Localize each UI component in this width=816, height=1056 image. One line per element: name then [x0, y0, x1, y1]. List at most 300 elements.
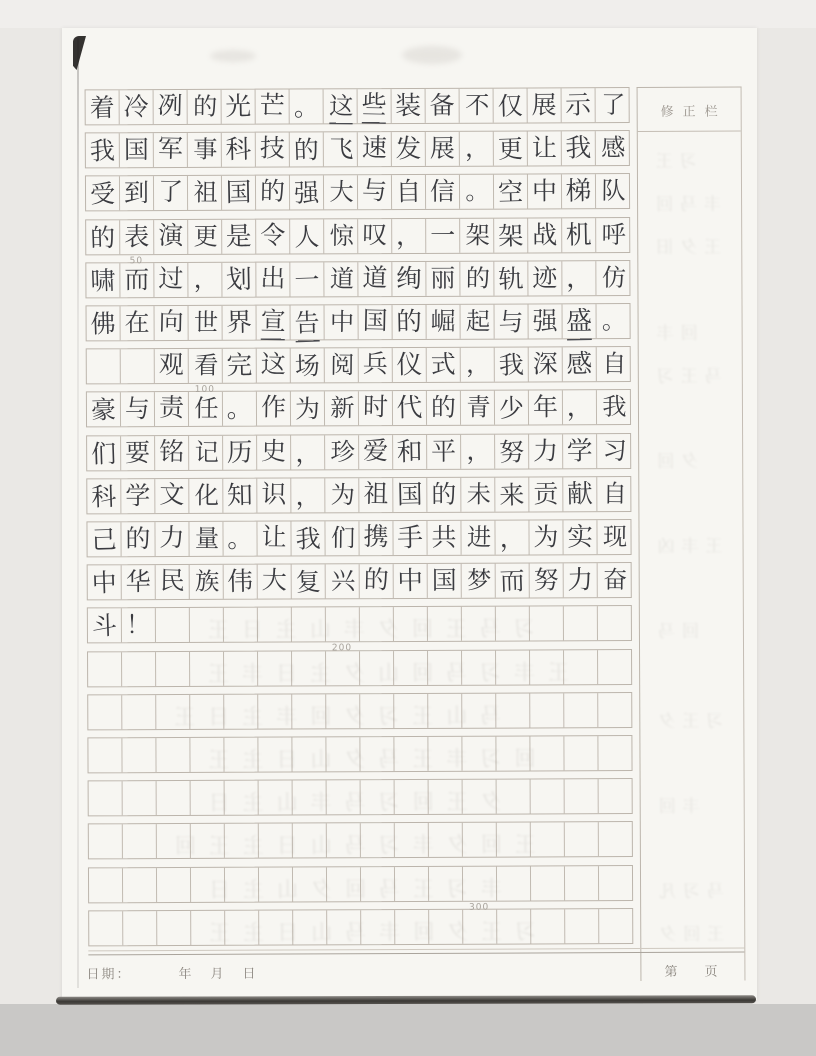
handwritten-character: 梦: [466, 566, 492, 595]
grid-cell: [157, 868, 191, 902]
handwritten-character: 们: [330, 523, 356, 553]
grid-cell: [358, 219, 392, 253]
handwritten-character: 我: [498, 350, 525, 381]
handwritten-character: 强: [293, 178, 320, 209]
grid-cell: [460, 132, 494, 166]
grid-cell: [189, 435, 223, 469]
handwritten-character: 少: [498, 393, 525, 424]
handwritten-character: 光: [224, 91, 252, 122]
handwritten-character: 中: [329, 307, 355, 337]
grid-cell: [89, 911, 123, 945]
grid-cell: [291, 435, 325, 469]
handwritten-character: ，: [499, 523, 526, 553]
grid-cell: [392, 89, 426, 123]
bleedthrough-ghost-text: 夕王回习马丰山主日: [195, 789, 502, 816]
handwritten-character: 战: [532, 219, 558, 250]
handwritten-character: 丽: [430, 263, 456, 293]
handwritten-character: 华: [125, 567, 151, 597]
handwritten-character: 我: [565, 132, 592, 164]
grid-cell: [325, 521, 359, 555]
handwritten-character: 力: [567, 564, 594, 596]
grid-cell: [393, 305, 427, 339]
handwritten-character: 历: [226, 436, 253, 468]
handwritten-character: 展: [429, 133, 455, 164]
handwritten-character: 梯: [565, 175, 592, 207]
handwritten-character: 出: [260, 263, 286, 293]
bleedthrough-ghost-text: 回丰: [649, 323, 698, 344]
grid-row: [86, 389, 631, 427]
bleedthrough-ghost-text: 王回夕丰习马山日主王回: [161, 832, 536, 859]
handwritten-character: ，: [294, 480, 321, 511]
grid-cell: [358, 132, 392, 166]
grid-cell: [123, 868, 157, 902]
handwritten-character: 手: [396, 522, 424, 553]
grid-cell: [596, 261, 629, 295]
grid-cell: [291, 305, 325, 339]
paper-page: [62, 28, 757, 1000]
handwritten-character: 作: [260, 392, 287, 423]
grid-cell: [257, 522, 291, 556]
handwritten-character: 。: [226, 393, 253, 424]
handwritten-character: 更: [497, 134, 524, 165]
grid-cell: [290, 89, 324, 123]
handwritten-character: 装: [394, 90, 422, 121]
handwritten-character: 崛: [430, 306, 456, 336]
grid-cell: [495, 304, 529, 338]
grid-cell: [597, 347, 630, 381]
page-number-suffix-label: 页: [704, 963, 720, 979]
handwritten-character: ！: [125, 610, 151, 640]
handwritten-character: 宣: [260, 304, 286, 338]
handwritten-character: 。: [465, 177, 490, 206]
grid-cell: [290, 133, 324, 167]
handwritten-character: 己: [91, 524, 118, 555]
handwritten-character: 惊: [329, 221, 354, 250]
grid-cell: [460, 261, 494, 295]
grid-cell: [426, 262, 460, 296]
handwritten-character: 世: [193, 308, 219, 337]
grid-cell: [189, 349, 223, 383]
grid-cell: [89, 825, 123, 859]
grid-cell: [563, 434, 597, 468]
grid-cell: [392, 132, 426, 166]
handwritten-character: 冷: [123, 92, 149, 122]
handwritten-character: 这: [329, 90, 354, 123]
handwritten-character: 了: [600, 90, 626, 119]
bleedthrough-ghost-text: 丰回: [651, 796, 700, 817]
handwritten-character: 中: [91, 568, 118, 598]
grid-cell: [529, 348, 563, 382]
bleedthrough-ghost-text: 习王: [648, 151, 697, 172]
handwritten-character: ，: [465, 134, 490, 163]
handwritten-character: 演: [157, 220, 184, 250]
grid-cell: [325, 435, 359, 469]
handwritten-character: 飞: [329, 134, 354, 164]
handwritten-character: 式: [430, 349, 456, 380]
handwritten-character: 责: [158, 393, 185, 423]
grid-cell: [325, 348, 359, 382]
handwritten-character: 在: [124, 308, 150, 338]
grid-cell: [565, 866, 599, 900]
grid-cell: [222, 219, 256, 253]
grid-cell: [155, 306, 189, 340]
grid-cell: [86, 263, 120, 297]
handwritten-character: 民: [159, 565, 186, 596]
count-marker-50: 50: [129, 255, 144, 266]
handwritten-character: 划: [225, 263, 253, 295]
grid-cell: [223, 306, 257, 340]
grid-row: [85, 260, 630, 298]
grid-cell: [188, 219, 222, 253]
handwritten-character: 示: [564, 89, 592, 120]
handwritten-character: 科: [225, 134, 252, 165]
grid-cell: [358, 175, 392, 209]
grid-cell: [428, 564, 462, 598]
handwritten-character: 携: [363, 521, 389, 552]
grid-cell: [562, 218, 596, 252]
correction-column-divider: [638, 131, 741, 132]
grid-cell: [426, 175, 460, 209]
page-number-prefix-label: 第: [664, 963, 680, 979]
grid-cell: [292, 565, 326, 599]
grid-cell: [190, 565, 224, 599]
grid-cell: [599, 866, 632, 900]
bleedthrough-ghost-text: 习王夕: [651, 711, 724, 732]
handwritten-character: 们: [90, 438, 117, 469]
grid-cell: [257, 306, 291, 340]
handwritten-character: 的: [89, 222, 116, 253]
handwritten-character: 族: [194, 567, 220, 596]
grid-cell: [563, 391, 597, 425]
bleedthrough-ghost-text: 丰习王马回夕山主日: [196, 876, 503, 902]
handwritten-character: 机: [565, 219, 592, 250]
bleedthrough-ghost-text: 马习凡: [652, 881, 725, 902]
handwritten-character: 的: [395, 306, 423, 337]
handwritten-character: ，: [193, 265, 219, 294]
grid-cell: [393, 348, 427, 382]
grid-cell: [359, 478, 393, 512]
grid-cell: [427, 521, 461, 555]
grid-cell: [154, 220, 188, 254]
grid-cell: [257, 392, 291, 426]
grid-cell: [564, 693, 598, 727]
grid-cell: [121, 522, 155, 556]
grid-cell: [120, 220, 154, 254]
grid-cell: [528, 175, 562, 209]
grid-cell: [565, 779, 599, 813]
grid-cell: [597, 520, 630, 554]
grid-cell: [325, 305, 359, 339]
handwritten-character: 我: [295, 524, 322, 554]
grid-cell: [598, 563, 631, 597]
handwritten-character: 未: [466, 479, 492, 509]
grid-cell: [87, 349, 121, 383]
grid-row: [85, 130, 630, 168]
handwritten-character: 努: [533, 565, 559, 595]
grid-cell: [359, 391, 393, 425]
grid-cell: [256, 262, 290, 296]
grid-cell: [326, 564, 360, 598]
grid-cell: [157, 911, 191, 945]
handwritten-character: 文: [159, 479, 185, 510]
handwritten-character: 呼: [601, 220, 626, 249]
handwritten-character: 科: [90, 481, 117, 512]
handwritten-character: 和: [396, 435, 423, 467]
grid-cell: [122, 738, 156, 772]
grid-cell: [156, 738, 190, 772]
grid-cell: [87, 393, 121, 427]
grid-cell: [494, 132, 528, 166]
handwritten-character: 啸: [89, 265, 116, 296]
handwritten-character: 任: [194, 394, 219, 423]
handwritten-character: 习: [602, 436, 627, 465]
handwritten-character: 伟: [227, 566, 254, 597]
handwritten-character: 为: [533, 522, 559, 552]
handwritten-character: 为: [294, 394, 321, 425]
grid-cell: [324, 262, 358, 296]
grid-cell: [528, 218, 562, 252]
grid-cell: [324, 89, 358, 123]
handwritten-character: 的: [259, 176, 286, 207]
handwritten-character: ，: [565, 262, 593, 293]
grid-cell: [564, 736, 598, 770]
grid-cell: [291, 349, 325, 383]
grid-cell: [290, 219, 324, 253]
grid-cell: [121, 479, 155, 513]
handwritten-character: 信: [429, 177, 456, 207]
grid-cell: [157, 781, 191, 815]
page-bottom-edge-shadow: [56, 995, 756, 1004]
handwritten-character: 道: [329, 264, 355, 293]
grid-cell: [86, 220, 120, 254]
handwritten-character: 要: [125, 437, 151, 467]
grid-cell: [599, 822, 632, 856]
bleedthrough-ghost-text: 丰马回: [649, 194, 722, 215]
grid-cell: [565, 823, 599, 857]
grid-cell: [530, 564, 564, 598]
grid-row: [85, 87, 630, 125]
handwritten-character: 让: [261, 522, 287, 552]
day-label: 日: [242, 965, 258, 981]
bleedthrough-ghost-text: 王夕旧: [649, 237, 722, 258]
handwritten-character: 祖: [193, 178, 218, 207]
grid-cell: [427, 391, 461, 425]
grid-cell: [495, 434, 529, 468]
grid-cell: [121, 436, 155, 470]
grid-cell: [223, 522, 257, 556]
year-label: 年: [178, 965, 194, 982]
composition-sheet: [60, 26, 759, 1001]
handwritten-character: 队: [601, 176, 626, 206]
grid-cell: [122, 695, 156, 729]
handwritten-character: 界: [225, 307, 253, 338]
grid-cell: [393, 478, 427, 512]
grid-cell: [494, 218, 528, 252]
grid-cell: [121, 306, 155, 340]
handwritten-character: 到: [123, 178, 150, 208]
grid-cell: [89, 868, 123, 902]
bleedthrough-ghost-text: 习王夕回丰马山日主王: [196, 919, 537, 945]
grid-cell: [529, 477, 563, 511]
handwritten-character: 备: [429, 90, 455, 120]
grid-cell: [120, 133, 154, 167]
grid-cell: [89, 781, 123, 815]
handwritten-character: 着: [89, 92, 116, 123]
count-marker-300: 300: [469, 902, 490, 913]
grid-cell: [596, 131, 629, 165]
handwritten-character: 与: [124, 394, 151, 424]
grid-cell: [188, 133, 222, 167]
grid-cell: [121, 349, 155, 383]
handwritten-character: 道: [362, 262, 388, 293]
grid-cell: [598, 650, 631, 684]
handwritten-character: 。: [293, 92, 320, 122]
handwritten-character: 不: [464, 91, 490, 120]
handwritten-character: ，: [294, 437, 321, 468]
grid-cell: [88, 652, 122, 686]
handwritten-character: 斗: [91, 611, 118, 642]
handwritten-character: 更: [193, 221, 218, 251]
grid-cell: [120, 90, 154, 124]
grid-cell: [324, 132, 358, 166]
grid-cell: [189, 522, 223, 556]
handwritten-character: 空: [497, 177, 524, 208]
handwritten-character: 的: [431, 479, 457, 509]
handwritten-character: 青: [466, 393, 491, 422]
bleedthrough-ghost-text: 马山王习夕回丰主日王: [161, 703, 502, 729]
grid-cell: [256, 176, 290, 210]
bleedthrough-ghost-text: 回马: [650, 621, 699, 642]
count-marker-200: 200: [331, 643, 353, 654]
handwritten-character: 新: [330, 394, 355, 423]
grid-cell: [360, 564, 394, 598]
handwritten-character: 盛: [566, 303, 592, 339]
grid-cell: [188, 176, 222, 210]
grid-cell: [86, 90, 120, 124]
grid-row: [86, 346, 631, 384]
handwritten-character: ，: [466, 436, 491, 466]
grid-cell: [460, 89, 494, 123]
grid-cell: [291, 521, 325, 555]
grid-cell: [427, 305, 461, 339]
handwritten-character: 奋: [602, 565, 628, 595]
grid-cell: [222, 133, 256, 167]
handwritten-character: 事: [193, 135, 218, 164]
handwritten-character: 是: [225, 220, 252, 252]
handwritten-character: 中: [397, 565, 424, 596]
grid-cell: [565, 909, 599, 943]
grid-cell: [529, 304, 563, 338]
handwritten-character: 观: [158, 349, 185, 380]
grid-cell: [123, 911, 157, 945]
grid-cell: [223, 349, 257, 383]
grid-cell: [597, 477, 630, 511]
date-label: 日期：: [86, 966, 132, 982]
grid-cell: [88, 738, 122, 772]
handwritten-character: 献: [566, 478, 594, 509]
grid-cell: [599, 779, 632, 813]
grid-cell: [256, 219, 290, 253]
handwritten-character: 国: [123, 135, 149, 165]
grid-cell: [324, 219, 358, 253]
grid-cell: [188, 263, 222, 297]
grid-cell: [563, 347, 597, 381]
grid-cell: [495, 520, 529, 554]
grid-cell: [461, 521, 495, 555]
grid-cell: [155, 522, 189, 556]
grid-cell: [427, 434, 461, 468]
grid-cell: [426, 132, 460, 166]
month-label: 月: [210, 965, 226, 981]
grid-cell: [120, 263, 154, 297]
handwritten-character: ，: [466, 350, 491, 379]
handwritten-character: 祖: [363, 478, 389, 509]
grid-cell: [188, 90, 222, 124]
grid-cell: [122, 565, 156, 599]
handwritten-character: 技: [259, 133, 286, 164]
grid-cell: [598, 606, 631, 640]
grid-cell: [359, 521, 393, 555]
grid-cell: [563, 520, 597, 554]
grid-cell: [155, 349, 189, 383]
handwritten-character: 平: [431, 436, 457, 466]
grid-cell: [87, 479, 121, 513]
handwritten-character: 阅: [330, 350, 355, 380]
handwritten-character: 时: [362, 392, 389, 422]
grid-cell: [189, 306, 223, 340]
grid-cell: [88, 695, 122, 729]
grid-cell: [358, 89, 392, 123]
grid-cell: [530, 693, 564, 727]
grid-cell: [155, 479, 189, 513]
grid-cell: [494, 261, 528, 295]
handwritten-character: 而: [124, 264, 150, 295]
handwritten-character: 兴: [330, 566, 356, 596]
grid-cell: [529, 391, 563, 425]
handwritten-character: 国: [396, 479, 424, 510]
grid-cell: [495, 348, 529, 382]
handwritten-character: 史: [260, 435, 287, 466]
handwritten-character: 兵: [362, 349, 389, 379]
grid-cell: [461, 348, 495, 382]
handwritten-character: 叹: [361, 219, 388, 249]
grid-cell: [223, 435, 257, 469]
grid-cell: [597, 304, 630, 338]
grid-cell: [563, 477, 597, 511]
handwritten-character: 的: [293, 135, 320, 166]
handwritten-character: 架: [465, 220, 490, 250]
grid-cell: [359, 348, 393, 382]
handwritten-character: 仪: [396, 349, 423, 380]
handwritten-character: 现: [602, 522, 628, 551]
grid-cell: [460, 175, 494, 209]
grid-cell: [154, 176, 188, 210]
handwritten-character: 发: [395, 133, 422, 164]
grid-cell: [325, 478, 359, 512]
handwritten-character: 迹: [532, 263, 558, 293]
handwritten-character: 表: [124, 221, 150, 251]
grid-cell: [358, 262, 392, 296]
handwritten-character: 国: [431, 565, 457, 596]
grid-row: [86, 476, 631, 514]
grid-cell: [562, 175, 596, 209]
handwritten-character: 仿: [601, 263, 627, 292]
grid-cell: [598, 736, 631, 770]
handwritten-character: 记: [194, 437, 219, 467]
grid-cell: [291, 478, 325, 512]
handwritten-character: 起: [465, 307, 491, 336]
handwritten-character: 场: [294, 351, 321, 382]
